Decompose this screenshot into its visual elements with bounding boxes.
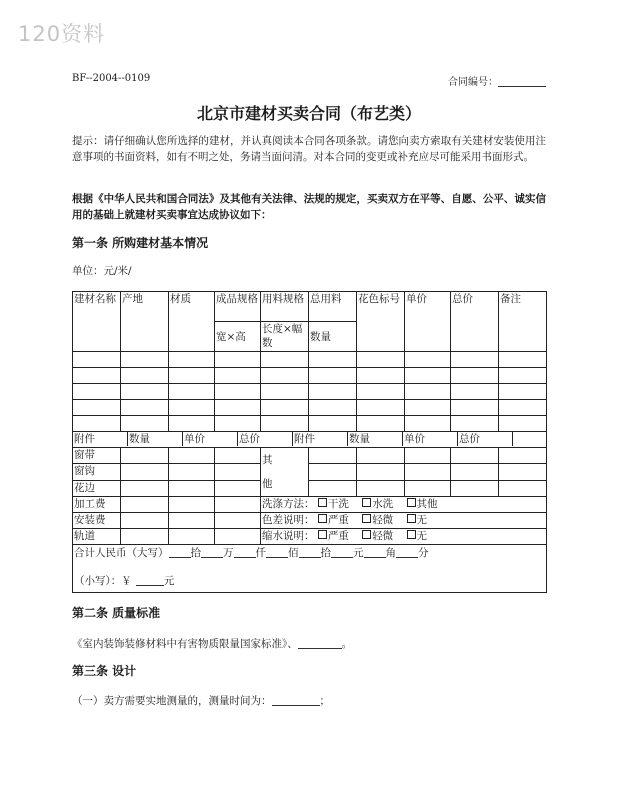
wash-option-dry[interactable]: 干洗 [318, 497, 349, 511]
shrinkage [261, 529, 547, 545]
other-label-b: 他 [262, 478, 273, 490]
contract-number-blank[interactable] [498, 76, 546, 87]
header-fabric-spec: 用料规格 [261, 292, 309, 322]
accessories-label-2: 附件 [293, 432, 348, 446]
color-option-none[interactable]: 无 [407, 513, 428, 527]
checkbox-icon[interactable] [318, 514, 327, 523]
wash-option-water[interactable]: 水洗 [362, 497, 393, 511]
shrink-option-none[interactable]: 无 [407, 529, 428, 543]
wash-method-label: 洗涤方法： [262, 498, 315, 510]
quality-standard-blank[interactable] [298, 637, 342, 649]
checkbox-icon[interactable] [318, 498, 327, 507]
header-total-price: 总价 [451, 292, 499, 352]
preamble-paragraph: 根据《中华人民共和国合同法》及其他有关法律、法规的规定，买卖双方在平等、自愿、公平、诚实信用的基础上就建材买卖事宜达成协议如下： [72, 193, 546, 221]
header-finished-dim: 宽×高 [215, 322, 261, 352]
article1-heading: 第一条 所购建材基本情况 [72, 236, 209, 250]
checkbox-icon[interactable] [362, 530, 371, 539]
article2-heading: 第二条 质量标准 [72, 606, 161, 620]
trim-label: 花边 [73, 480, 121, 496]
quality-standard-line: 《室内装饰装修材料中有害物质限量国家标准》、 。 [72, 638, 353, 650]
rail-label: 轨道 [73, 529, 121, 545]
header-remarks: 备注 [499, 292, 547, 352]
quality-standard-text: 《室内装饰装修材料中有害物质限量国家标准》、 [72, 638, 298, 650]
header-finished-spec: 成品规格 [215, 292, 261, 322]
table-row [73, 400, 547, 416]
tieback-label: 窗带 [73, 448, 121, 464]
shrink-option-slight[interactable]: 轻微 [362, 529, 393, 543]
checkbox-icon[interactable] [407, 530, 416, 539]
accessories-qty-2: 数量 [348, 432, 403, 446]
accessories-qty: 数量 [128, 432, 183, 446]
total-amount-figures: （小写）：￥ 元 [74, 575, 175, 587]
small-amount-blank[interactable] [136, 574, 164, 586]
page-title: 北京市建材买卖合同（布艺类） [196, 104, 421, 123]
accessories-header-row [73, 432, 547, 448]
table-row [73, 368, 547, 384]
accessories-price: 单价 [183, 432, 238, 446]
checkbox-icon[interactable] [407, 514, 416, 523]
color-option-severe[interactable]: 严重 [318, 513, 349, 527]
shrinkage-label: 缩水说明： [262, 530, 315, 542]
unit-line: 单位：元/米/ [72, 265, 132, 277]
header-total-fabric: 总用料 [309, 292, 357, 322]
materials-table [72, 291, 547, 593]
wash-method [261, 497, 547, 513]
checkbox-icon[interactable] [407, 498, 416, 507]
article3-heading: 第三条 设计 [72, 664, 137, 678]
total-rmb-label: 合计人民币（大写） [74, 547, 169, 559]
color-option-slight[interactable]: 轻微 [362, 513, 393, 527]
header-fabric-dim: 长度×幅数 [261, 322, 309, 352]
processing-fee-label: 加工费 [73, 497, 121, 513]
document-code: BF--2004--0109 [72, 73, 151, 84]
header-color: 花色标号 [357, 292, 405, 352]
total-amount [73, 545, 547, 593]
checkbox-icon[interactable] [362, 498, 371, 507]
color-difference-label: 色差说明： [262, 514, 315, 526]
accessories-total: 总价 [238, 432, 293, 446]
total-amount-words: 合计人民币（大写） 拾 万 仟 佰 拾 元 角 分 [74, 547, 429, 559]
measurement-time-blank[interactable] [272, 694, 320, 706]
contract-number-label: 合同编号： [448, 77, 498, 88]
table-row [73, 416, 547, 432]
shrink-option-severe[interactable]: 严重 [318, 529, 349, 543]
notice-paragraph: 提示：请仔细确认您所选择的建材，并认真阅读本合同各项条款。请您向卖方索取有关建材安装使用注意事项的书面资料，如有不明之处，务请当面问清。对本合同的变更或补充应尽可能采用书面形式。 [72, 135, 546, 163]
color-difference [261, 513, 547, 529]
accessories-price-2: 单价 [403, 432, 458, 446]
hook-label: 窗钩 [73, 464, 121, 480]
header-quality: 材质 [169, 292, 215, 352]
checkbox-icon[interactable] [318, 530, 327, 539]
checkbox-icon[interactable] [362, 514, 371, 523]
contract-number [448, 73, 546, 88]
accessories-label: 附件 [73, 432, 128, 446]
table-row [73, 384, 547, 400]
other-label [261, 448, 309, 497]
accessories-total-2: 总价 [458, 432, 513, 446]
measurement-text: （一）卖方需要实地测量的，测量时间为： [72, 695, 272, 707]
measurement-line: （一）卖方需要实地测量的，测量时间为： ； [72, 695, 330, 707]
header-quantity: 数量 [309, 322, 357, 352]
install-fee-label: 安装费 [73, 513, 121, 529]
table-row [73, 352, 547, 368]
header-origin: 产地 [121, 292, 169, 352]
watermark: 120资料 [18, 22, 106, 46]
header-material: 建材名称 [73, 292, 121, 352]
header-unit-price: 单价 [405, 292, 451, 352]
small-amount-label: （小写）：￥ [74, 575, 132, 587]
wash-option-other[interactable]: 其他 [407, 497, 438, 511]
other-label-a: 其 [262, 454, 273, 466]
